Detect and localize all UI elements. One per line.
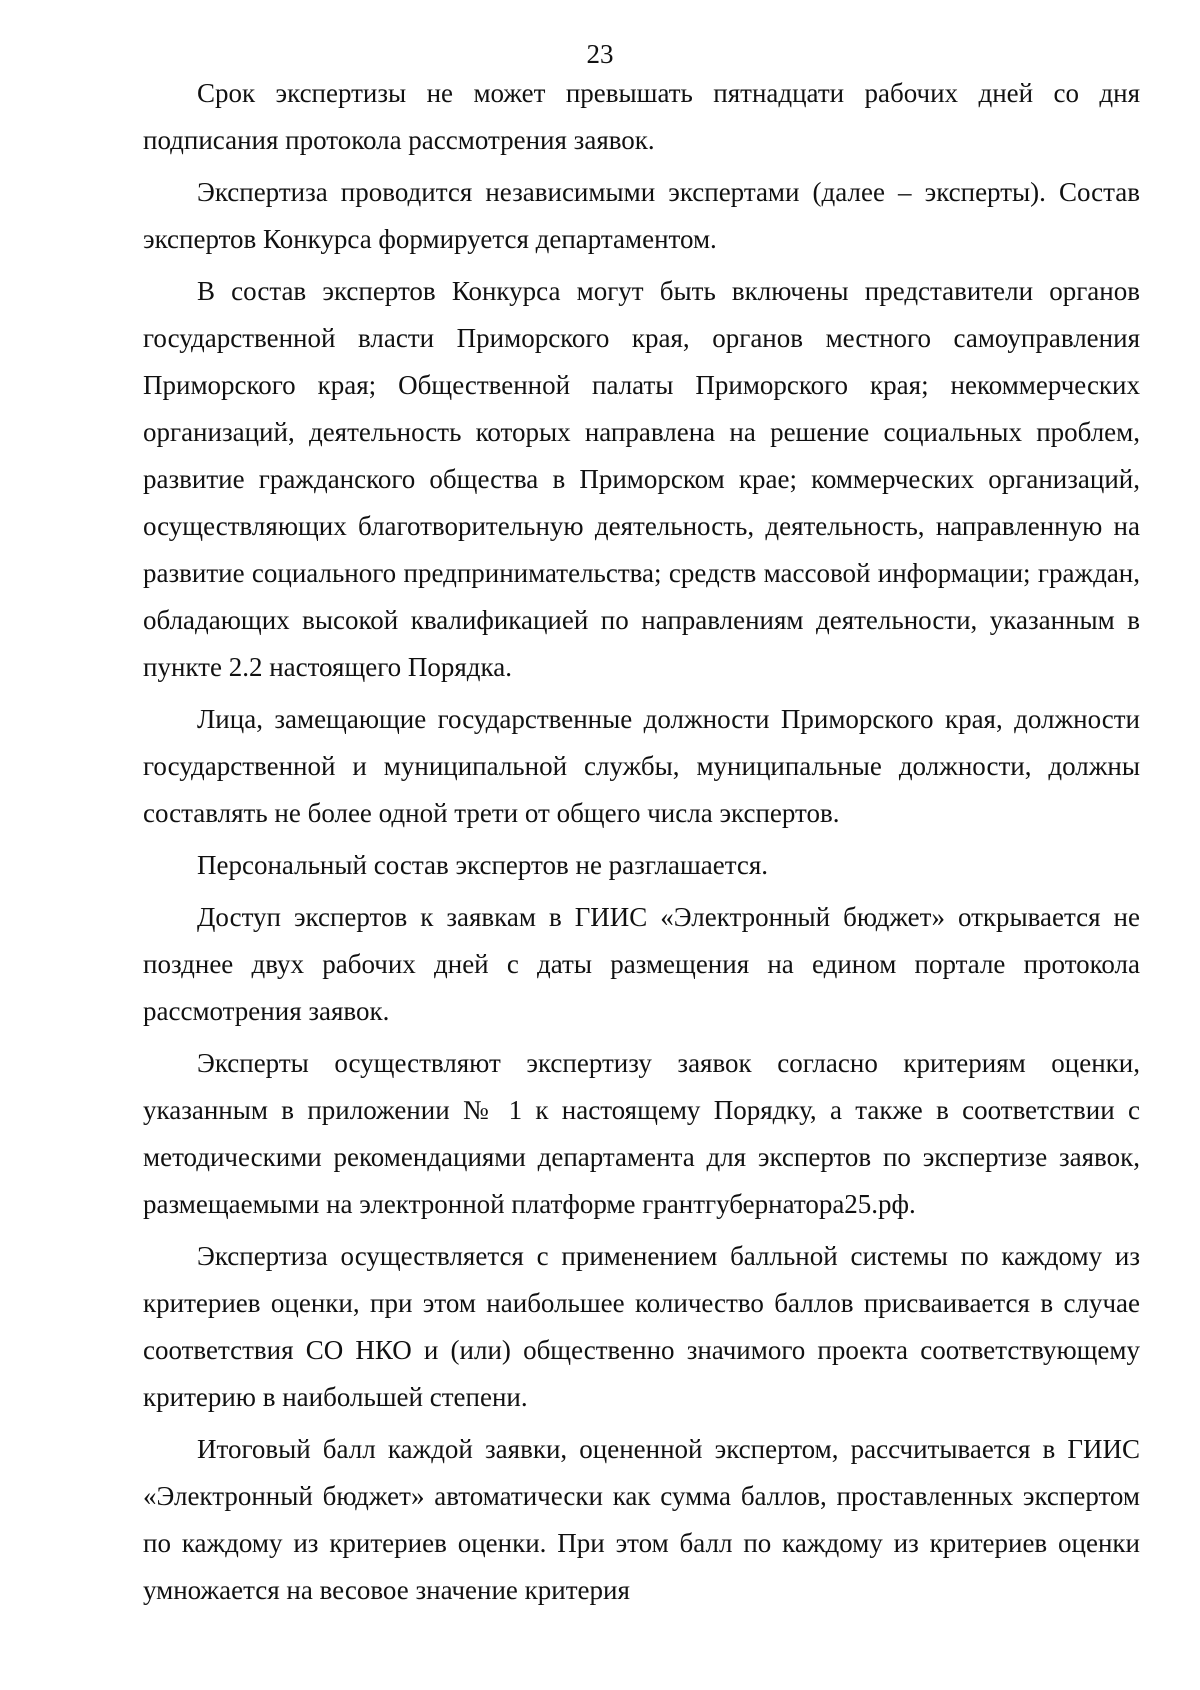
paragraph-officials-limit: Лица, замещающие государственные должности Приморского края, должности государственной и муниципальной службы, муниципальные должности, должны составлять не более одной трети от общего числа экспертов. xyxy=(143,704,1140,828)
paragraph-scoring-system: Экспертиза осуществляется с применением балльной системы по каждому из критериев оценки, при этом наибольшее количество баллов присваивается в случае соответствия СО НКО и (или) общественно значимого проекта соответствующему критерию в наибольшей степени. xyxy=(143,1241,1140,1412)
page-number: 23 xyxy=(586,39,614,69)
paragraph-access-to-applications: Доступ экспертов к заявкам в ГИИС «Электронный бюджет» открывается не позднее двух рабочих дней с даты размещения на едином портале протокола рассмотрения заявок. xyxy=(143,902,1140,1026)
document-body xyxy=(143,70,1140,1619)
paragraph-expertise-deadline: Срок экспертизы не может превышать пятнадцати рабочих дней со дня подписания протокола рассмотрения заявок. xyxy=(143,78,1140,155)
paragraph-expert-composition: В состав экспертов Конкурса могут быть включены представители органов государственной власти Приморского края, органов местного самоуправления Приморского края; Общественной палаты Приморского края; некоммерческих организаций, деятельность которых направлена на решение социальных проблем, развитие гражданского общества в Приморском крае; коммерческих организаций, осуществляющих благотворительную деятельность, деятельность, направленную на развитие социального предпринимательства; средств массовой информации; граждан, обладающих высокой квалификацией по направлениям деятельности, указанным в пункте 2.2 настоящего Порядка. xyxy=(143,276,1140,682)
paragraph-final-score: Итоговый балл каждой заявки, оцененной экспертом, рассчитывается в ГИИС «Электронный бюджет» автоматически как сумма баллов, проставленных экспертом по каждому из критериев оценки. При этом балл по каждому из критериев оценки умножается на весовое значение критерия xyxy=(143,1434,1140,1605)
paragraph-independent-experts: Экспертиза проводится независимыми экспертами (далее – эксперты). Состав экспертов Конкурса формируется департаментом. xyxy=(143,177,1140,254)
paragraph-confidentiality: Персональный состав экспертов не разглашается. xyxy=(197,850,769,880)
paragraph-evaluation-criteria: Эксперты осуществляют экспертизу заявок согласно критериям оценки, указанным в приложении № 1 к настоящему Порядку, а также в соответствии с методическими рекомендациями департамента для экспертов по экспертизе заявок, размещаемыми на электронной платформе грантгубернатора25.рф. xyxy=(143,1048,1140,1219)
